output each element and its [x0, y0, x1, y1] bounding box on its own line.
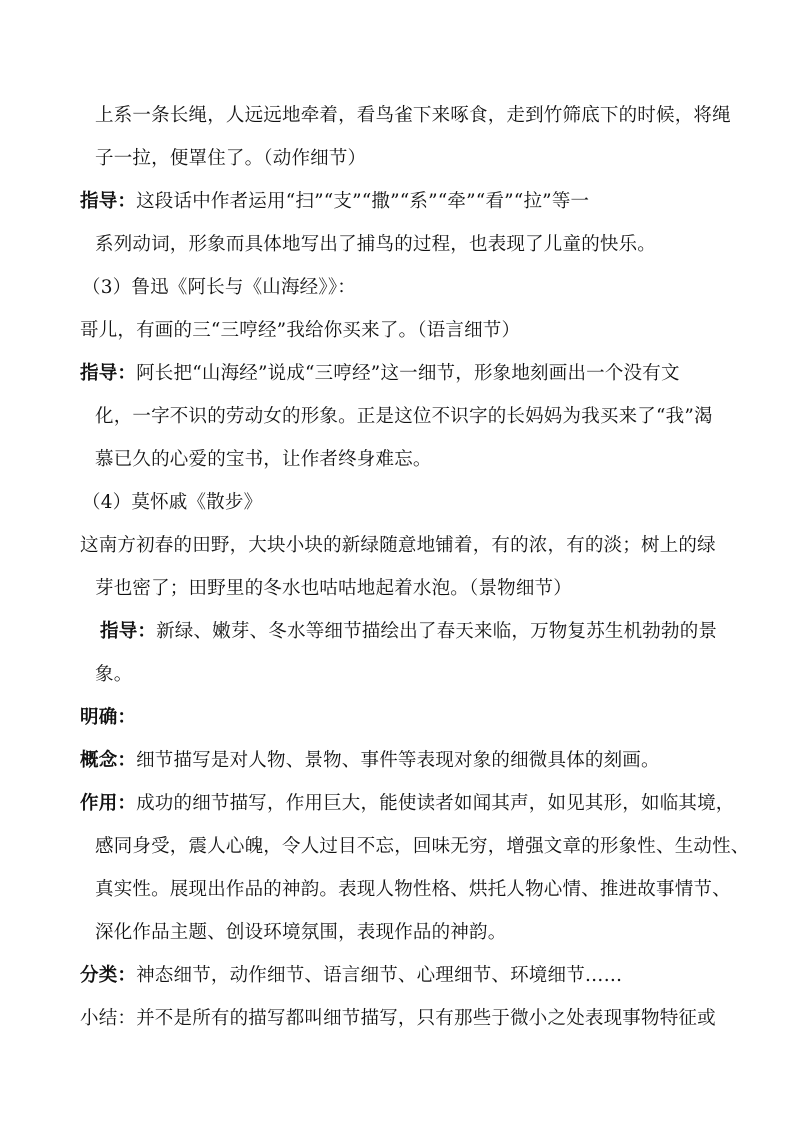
guide-line — [80, 190, 589, 214]
paragraph-line: 慕已久的心爱的宝书，让作者终身难忘。 — [95, 449, 432, 470]
concept-label: 概念： — [80, 750, 137, 771]
concept-line — [80, 749, 660, 773]
guide-text: 这段话中作者运用“扫”“支”“撒”“系”“牵”“看”“拉”等一 — [136, 191, 590, 212]
guide-text: 新绿、嫩芽、冬水等细节描绘出了春天来临，万物复苏生机勃勃的景 — [156, 621, 718, 642]
paragraph-line: 子一拉，便罩住了。（动作细节） — [95, 148, 367, 169]
concept-text: 细节描写是对人物、景物、事件等表现对象的细微具体的刻画。 — [136, 750, 660, 771]
paragraph-line: 芽也密了；田野里的冬水也咕咕地起着水泡。（景物细节） — [95, 578, 572, 599]
effect-line — [80, 792, 735, 816]
section-heading: （4）莫怀戚《散步》 — [82, 492, 263, 513]
paragraph-line: 真实性。展现出作品的神韵。表现人物性格、烘托人物心情、推进故事情节、 — [95, 879, 731, 900]
guide-label: 指导： — [80, 191, 137, 212]
category-label: 分类： — [80, 965, 137, 986]
paragraph-line: 感同身受，震人心魄，令人过目不忘，回味无穷，增强文章的形象性、生动性、 — [95, 836, 750, 857]
guide-label: 指导： — [80, 363, 137, 384]
category-line — [80, 964, 622, 988]
clarify-heading: 明确： — [80, 707, 137, 728]
guide-label: 指导： — [100, 621, 157, 642]
quote-line: 哥儿，有画的三“三哼经”我给你买来了。（语言细节） — [80, 320, 521, 341]
section-heading: （3）鲁迅《阿长与《山海经》》： — [82, 277, 356, 298]
paragraph-line: 象。 — [95, 664, 133, 685]
category-text: 神态细节，动作细节、语言细节、心理细节、环境细节…… — [136, 965, 623, 986]
summary-line: 小结：并不是所有的描写都叫细节描写，只有那些于微小之处表现事物特征或 — [80, 1008, 716, 1029]
effect-label: 作用： — [80, 793, 137, 814]
quote-line: 这南方初春的田野，大块小块的新绿随意地铺着，有的浓，有的淡；树上的绿 — [80, 535, 716, 556]
paragraph-line: 系列动词，形象而具体地写出了捕鸟的过程，也表现了儿童的快乐。 — [95, 234, 657, 255]
paragraph-line: 深化作品主题、创设环境氛围，表现作品的神韵。 — [95, 922, 507, 943]
paragraph-line: 上系一条长绳，人远远地牵着，看鸟雀下来啄食，走到竹筛底下的时候，将绳 — [95, 105, 731, 126]
guide-line — [80, 362, 680, 386]
effect-text: 成功的细节描写，作用巨大，能使读者如闻其声，如见其形，如临其境， — [136, 793, 735, 814]
guide-line — [100, 620, 717, 644]
guide-text: 阿长把“山海经”说成“三哼经”这一细节，形象地刻画出一个没有文 — [136, 363, 680, 384]
paragraph-line: 化，一字不识的劳动女的形象。正是这位不识字的长妈妈为我买来了“我”渴 — [95, 406, 713, 427]
